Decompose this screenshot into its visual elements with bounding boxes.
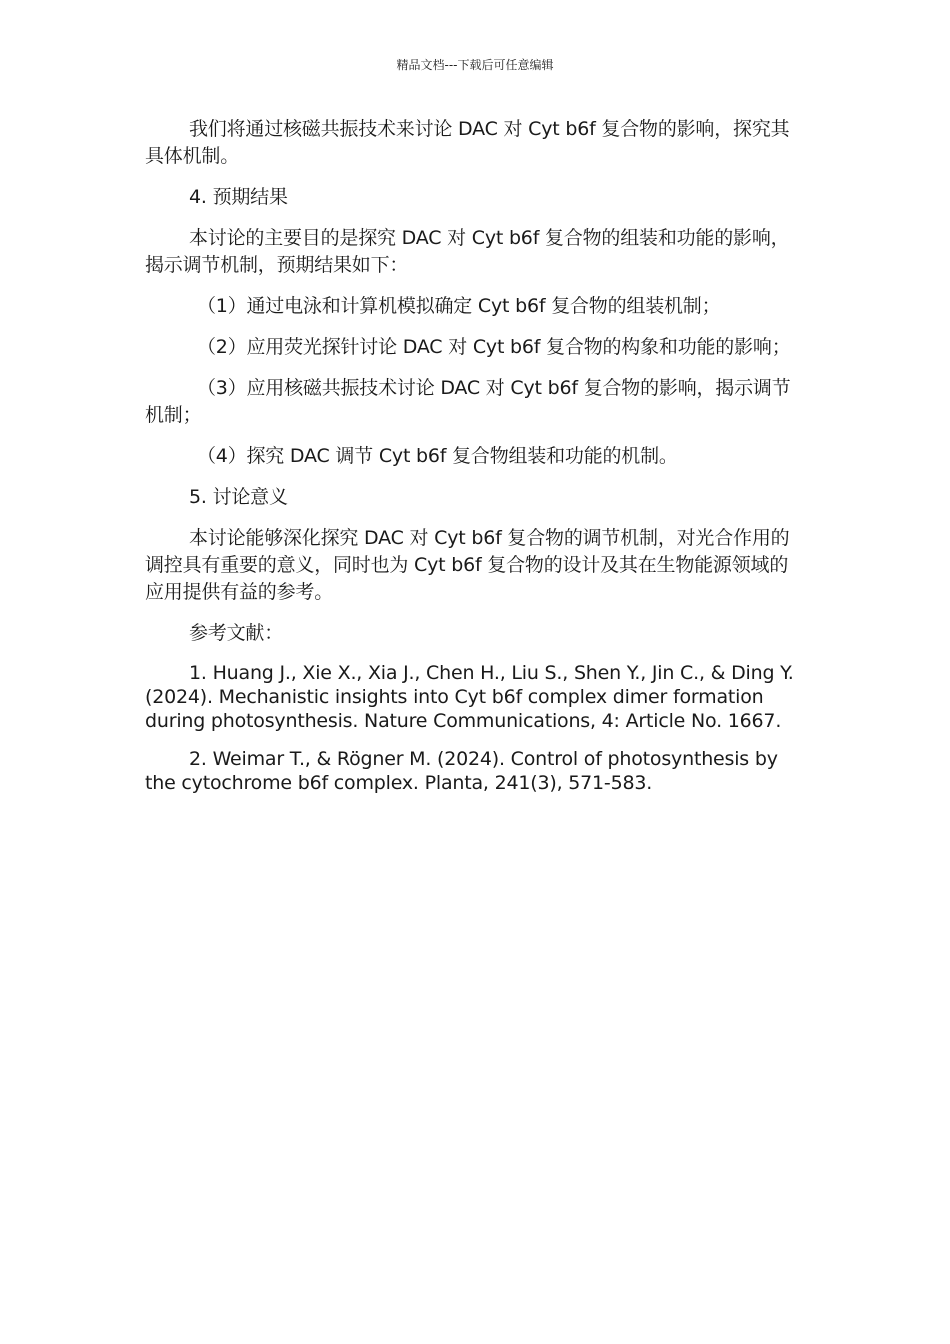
list-item-2: （2）应用荧光探针讨论 DAC 对 Cyt b6f 复合物的构象和功能的影响； (197, 336, 791, 358)
document-body (145, 116, 805, 809)
paragraph-expected-intro: 本讨论的主要目的是探究 DAC 对 Cyt b6f 复合物的组装和功能的影响，揭示调节机制，预期结果如下： (145, 227, 790, 276)
reference-1: 1. Huang J., Xie X., Xia J., Chen H., Liu S., Shen Y., Jin C., & Ding Y. (2024). Mechanistic insights into Cyt b6f complex dimer formation during photosynthesis. Nature Communications, 4: Article No. 1667. (145, 662, 794, 732)
paragraph-nmr-method: 我们将通过核磁共振技术来讨论 DAC 对 Cyt b6f 复合物的影响，探究其具体机制。 (145, 118, 790, 167)
list-item-4: （4）探究 DAC 调节 Cyt b6f 复合物组装和功能的机制。 (197, 445, 678, 467)
list-item-3: （3）应用核磁共振技术讨论 DAC 对 Cyt b6f 复合物的影响，揭示调节机制； (145, 377, 791, 426)
section-heading-references: 参考文献： (189, 622, 284, 644)
list-item-1: （1）通过电泳和计算机模拟确定 Cyt b6f 复合物的组装机制； (197, 295, 721, 317)
section-heading-expected-results: 4. 预期结果 (189, 186, 288, 208)
section-heading-significance: 5. 讨论意义 (189, 486, 288, 508)
paragraph-significance: 本讨论能够深化探究 DAC 对 Cyt b6f 复合物的调节机制，对光合作用的调控具有重要的意义，同时也为 Cyt b6f 复合物的设计及其在生物能源领域的应用提供有益的参考。 (145, 527, 790, 603)
reference-2: 2. Weimar T., & Rögner M. (2024). Control of photosynthesis by the cytochrome b6f complex. Planta, 241(3), 571-583. (145, 748, 778, 794)
page-header: 精品文档---下载后可任意编辑 (396, 58, 554, 72)
